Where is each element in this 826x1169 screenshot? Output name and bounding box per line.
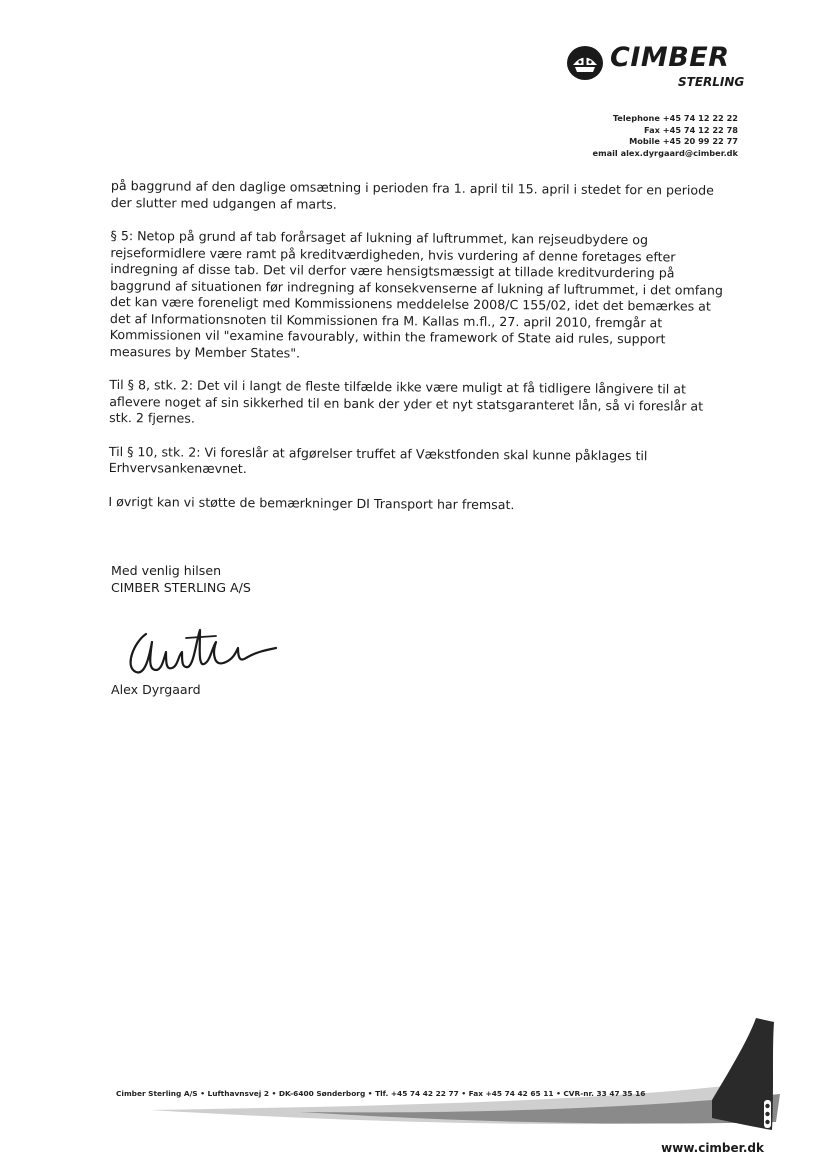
closing-block xyxy=(111,562,251,596)
footer-address: Cimber Sterling A/S • Lufthavnsvej 2 • DK-6400 Sønderborg • Tlf. +45 74 42 22 77 • Fax +45 74 42 65 11 • CVR-nr. 33 47 35 16 xyxy=(116,1089,646,1098)
mobile: Mobile +45 20 99 22 77 xyxy=(629,136,738,146)
signer-name: Alex Dyrgaard xyxy=(111,682,201,697)
brand-subtitle: STERLING xyxy=(678,75,745,89)
company-name: CIMBER STERLING A/S xyxy=(111,580,251,595)
paragraph: I øvrigt kan vi støtte de bemærkninger DI Transport har fremsat. xyxy=(108,493,515,512)
salutation: Med venlig hilsen xyxy=(111,563,222,578)
handwritten-signature xyxy=(116,612,296,692)
paragraph: § 5: Netop på grund af tab forårsaget af lukning af luftrummet, kan rejseudbydere og rejseformidlere være ramt på kreditværdigheden, hvis vurdering af denne foretages efter indregning af disse tab. Det vil derfor være hensigtsmæssigt at tillade kreditvurdering på baggrund af situationen før indregning af konsekvenserne af lukning af luftrummet, i det omfang det kan være foreneligt med Kommissionens meddelelse 2008/C 155/02, idet det bemærkes at det af Informationsnoten til Kommissionen fra M. Kallas m.fl., 27. april 2010, fremgår at Kommissionen vil "examine favourably, within the framework of State aid rules, support measures by Member States". xyxy=(109,227,723,360)
company-logo xyxy=(566,42,746,92)
paragraph: Til § 10, stk. 2: Vi foreslår at afgørelser truffet af Vækstfonden skal kunne påklages til Erhvervsankenævnet. xyxy=(108,443,648,477)
contact-block xyxy=(593,113,738,159)
paragraph: på baggrund af den daglige omsætning i perioden fra 1. april til 15. april i stedet for en periode der slutter med udgangen af marts. xyxy=(110,178,714,212)
letter-body xyxy=(108,178,731,532)
email: email alex.dyrgaard@cimber.dk xyxy=(592,147,738,158)
viking-helmet-logo-icon xyxy=(566,44,604,82)
fax: Fax +45 74 12 22 78 xyxy=(644,124,738,135)
telephone: Telephone +45 74 12 22 22 xyxy=(612,113,738,123)
brand-name: CIMBER xyxy=(610,42,730,73)
paragraph: Til § 8, stk. 2: Det vil i langt de fleste tilfælde ikke være muligt at få tidligere långivere til at aflevere noget af sin sikkerhed til en bank der yder et nyt statsgaranteret lån, så vi foreslår at stk. 2 fjernes. xyxy=(109,376,704,426)
website-link[interactable]: www.cimber.dk xyxy=(661,1141,764,1155)
